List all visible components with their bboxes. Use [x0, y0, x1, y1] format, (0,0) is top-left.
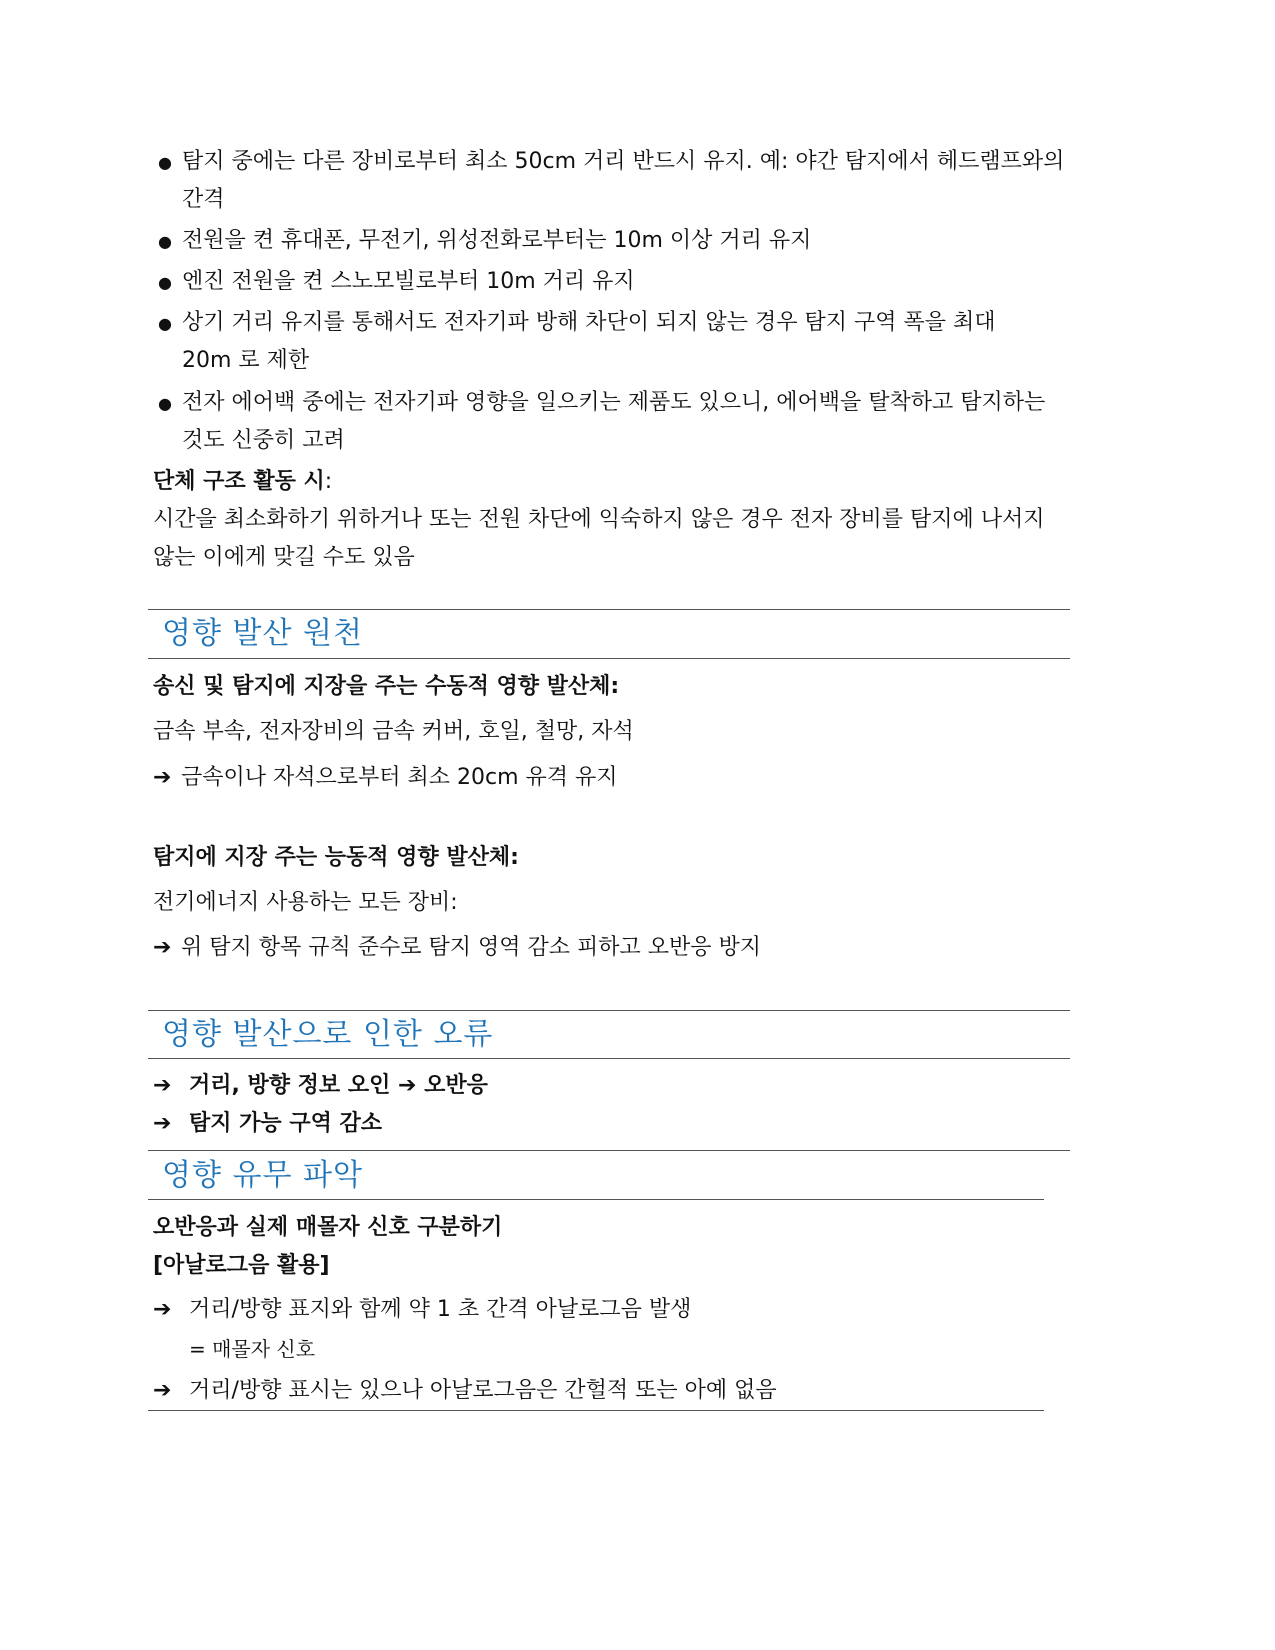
bullet-text: 엔진 전원을 켠 스노모빌로부터 10m 거리 유지 — [182, 269, 635, 294]
error-item: ➔ 거리, 방향 정보 오인 ➔ 오반응 — [153, 1066, 488, 1106]
passive-emitters-heading: 송신 및 탐지에 지장을 주는 수동적 영향 발산체: — [153, 674, 620, 699]
bullet-dot: ● — [158, 394, 172, 413]
active-emitters-list: 전기에너지 사용하는 모든 장비: — [153, 890, 458, 915]
bullet-text: 탐지 중에는 다른 장비로부터 최소 50cm 거리 반드시 유지. 예: 야간 탐지에서 헤드램프와의 — [182, 149, 1065, 174]
arrow-right-icon: ➔ — [153, 765, 172, 790]
signal-item-result: = 매몰자 신호 — [189, 1337, 316, 1361]
passive-emitters-list: 금속 부속, 전자장비의 금속 커버, 호일, 철망, 자석 — [153, 719, 634, 744]
arrow-right-icon: ➔ — [153, 1378, 172, 1403]
bullet-dot: ● — [158, 232, 172, 251]
group-rescue-text: 시간을 최소화하기 위하거나 또는 전원 차단에 익숙하지 않은 경우 전자 장비를 탐지에 나서지 — [153, 507, 1045, 532]
bullet-text-continued: 간격 — [182, 187, 225, 212]
section-title: 영향 유무 파악 — [162, 1158, 363, 1193]
group-rescue-text-continued: 않는 이에게 맞길 수도 있음 — [153, 545, 415, 570]
arrow-right-icon: ➔ — [153, 1111, 172, 1136]
bullet-dot: ● — [158, 153, 172, 172]
section-title: 영향 발산 원천 — [162, 616, 363, 651]
bullet-text: 전원을 켠 휴대폰, 무전기, 위성전화로부터는 10m 이상 거리 유지 — [182, 228, 812, 253]
bullet-text: 상기 거리 유지를 통해서도 전자기파 방해 차단이 되지 않는 경우 탐지 구역 폭을 최대 — [182, 310, 996, 335]
arrow-right-icon: ➔ — [153, 1073, 172, 1098]
signal-distinction-subheading: [아날로그음 활용] — [153, 1253, 330, 1278]
passive-emitters-rule: ➔ 금속이나 자석으로부터 최소 20cm 유격 유지 — [153, 758, 618, 798]
section-divider — [148, 1410, 1044, 1411]
bullet-dot: ● — [158, 314, 172, 333]
arrow-right-icon: ➔ — [153, 935, 172, 960]
bullet-text-continued: 20m 로 제한 — [182, 348, 310, 373]
group-rescue-heading: 단체 구조 활동 시: — [153, 469, 333, 494]
arrow-right-icon: ➔ — [398, 1073, 417, 1098]
section-title: 영향 발산으로 인한 오류 — [162, 1017, 494, 1052]
section-divider — [148, 1150, 1070, 1151]
bullet-dot: ● — [158, 273, 172, 292]
error-item: ➔ 탐지 가능 구역 감소 — [153, 1104, 382, 1144]
active-emitters-heading: 탐지에 지장 주는 능동적 영향 발산체: — [153, 845, 519, 870]
arrow-right-icon: ➔ — [153, 1297, 172, 1322]
bullet-text-continued: 것도 신중히 고려 — [182, 428, 345, 453]
section-divider — [148, 1199, 1044, 1200]
bullet-text: 전자 에어백 중에는 전자기파 영향을 일으키는 제품도 있으니, 에어백을 탈착하고 탐지하는 — [182, 390, 1046, 415]
section-divider — [148, 1058, 1070, 1059]
signal-item: ➔ 거리/방향 표시는 있으나 아날로그음은 간헐적 또는 아예 없음 — [153, 1371, 777, 1411]
active-emitters-rule: ➔ 위 탐지 항목 규칙 준수로 탐지 영역 감소 피하고 오반응 방지 — [153, 928, 761, 968]
signal-distinction-heading: 오반응과 실제 매몰자 신호 구분하기 — [153, 1215, 503, 1240]
section-divider — [148, 658, 1070, 659]
signal-item: ➔ 거리/방향 표지와 함께 약 1 초 간격 아날로그음 발생 — [153, 1290, 691, 1330]
